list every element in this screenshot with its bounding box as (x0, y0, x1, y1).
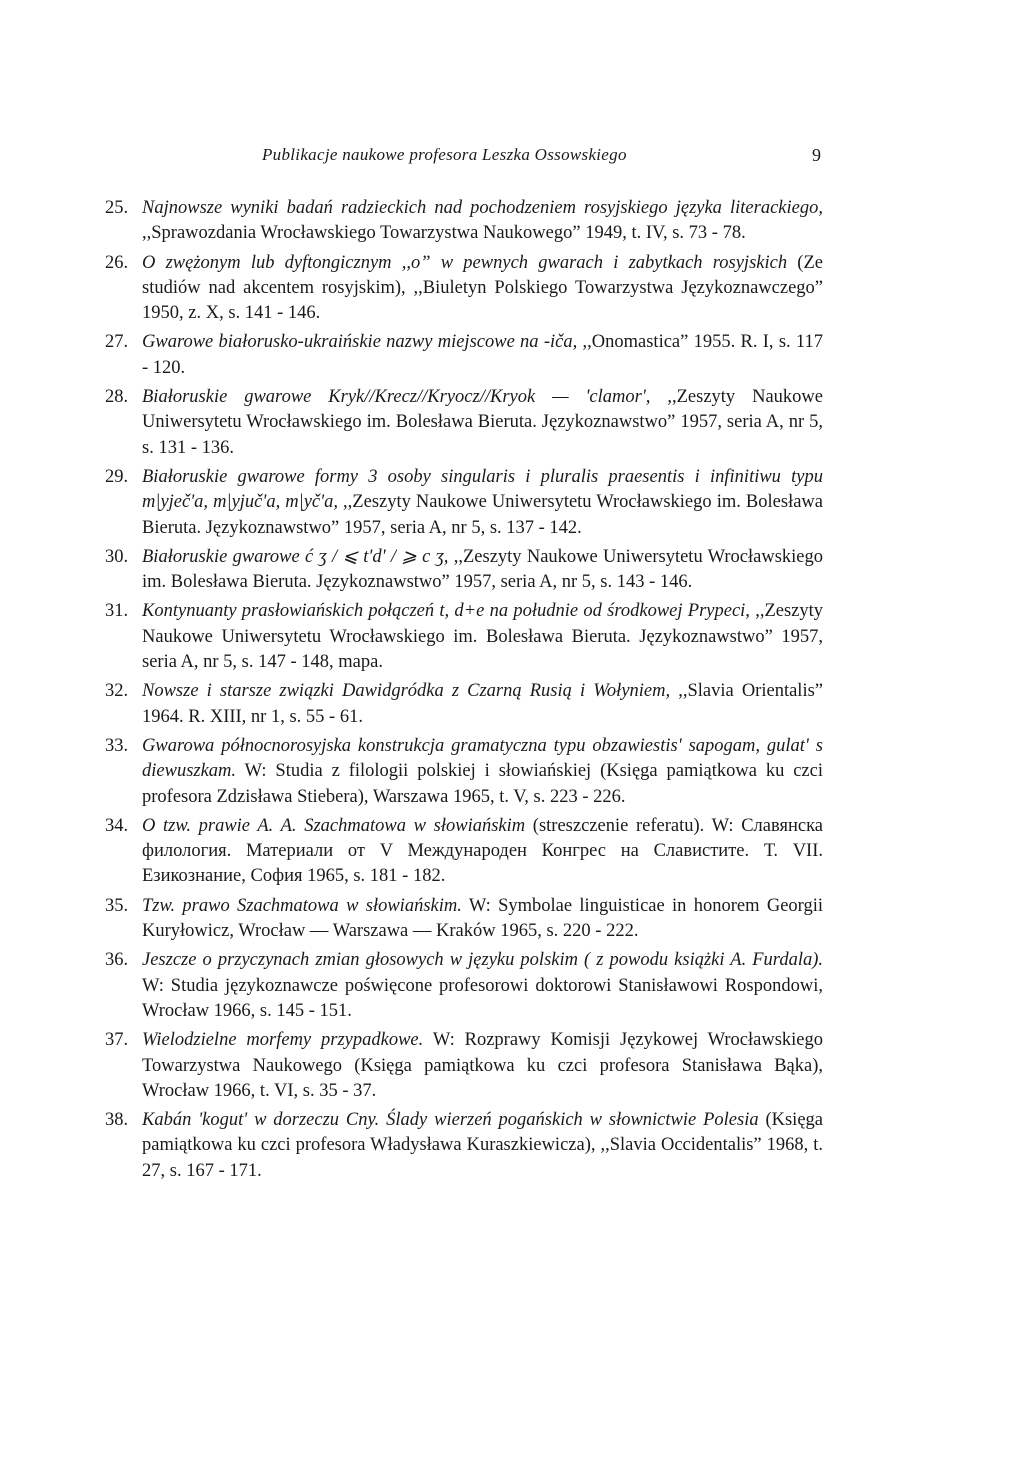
entry-title: Gwarowa północnorosyjska konstrukcja gramatyczna typu obzawiestis' sapogam, gulat' s diewuszkam. (142, 735, 823, 782)
entry-title: O tzw. prawie A. A. Szachmatowa w słowiańskim (142, 815, 526, 836)
entry-title: Białoruskie gwarowe ć ʒ / ⩽ t'd' / ⩾ c ʒ, (142, 546, 449, 567)
entry-number: 25. (105, 198, 129, 218)
bibliography-entry (105, 679, 823, 730)
bibliography-entry (105, 465, 823, 541)
bibliography-entry (105, 545, 823, 596)
entry-citation: ,,Zeszyty Naukowe Uniwersytetu Wrocławskiego im. Bolesława Bieruta. Językoznawstwo” 1957, seria A, nr 5, s. 137 - 142. (142, 492, 823, 538)
entry-title: Wielodzielne morfemy przypadkowe. (142, 1030, 424, 1051)
bibliography-entry (105, 385, 823, 461)
bibliography-entry (105, 330, 823, 381)
entry-title: Białoruskie gwarowe Kryk//Krecz//Kryocz//Kryok — 'clamor', (142, 387, 651, 408)
entry-number: 27. (105, 332, 129, 353)
entry-citation: ,,Zeszyty Naukowe Uniwersytetu Wrocławskiego im. Bolesława Bieruta. Językoznawstwo” 1957, seria A, nr 5, s. 131 - 136. (142, 387, 823, 458)
bibliography-list (105, 196, 823, 1188)
entry-number: 31. (105, 601, 129, 622)
bibliography-entry (105, 196, 823, 247)
entry-citation: ,,Slavia Orientalis” 1964. R. XIII, nr 1, s. 55 - 61. (142, 681, 823, 727)
running-head: Publikacje naukowe profesora Leszka Ossowskiego (262, 145, 627, 164)
entry-number: 30. (105, 546, 129, 567)
entry-citation: ,,Sprawozdania Wrocławskiego Towarzystwa Naukowego” 1949, t. IV, s. 73 - 78. (142, 223, 746, 244)
bibliography-entry (105, 1108, 823, 1184)
bibliography-entry (105, 1028, 823, 1104)
entry-title: Nowsze i starsze związki Dawidgródka z Czarną Rusią i Wołyniem, (142, 681, 671, 702)
entry-title: Najnowsze wyniki badań radzieckich nad pochodzeniem rosyjskiego języka literackiego, (142, 198, 823, 218)
entry-citation: ,,Onomastica” 1955. R. I, s. 117 - 120. (142, 332, 824, 378)
bibliography-entry (105, 599, 823, 675)
bibliography-entry (105, 251, 823, 327)
entry-citation: W: Studia językoznawcze poświęcone profesorowi doktorowi Stanisławowi Rospondowi, Wrocław 1966, s. 145 - 151. (142, 975, 823, 1021)
entry-title: Jeszcze o przyczynach zmian głosowych w języku polskim ( z powodu książki A. Furdala). (142, 950, 823, 971)
page-number: 9 (812, 145, 821, 165)
entry-title: Gwarowe białorusko-ukraińskie nazwy miejscowe na -iča, (142, 332, 578, 353)
entry-number: 33. (105, 735, 129, 756)
entry-title: Kabán 'kogut' w dorzeczu Cny. Ślady wierzeń pogańskich w słownictwie Polesia (142, 1110, 759, 1131)
entry-number: 29. (105, 466, 129, 487)
entry-number: 26. (105, 252, 129, 273)
entry-number: 37. (105, 1030, 129, 1051)
bibliography-entry (105, 814, 823, 890)
entry-number: 28. (105, 387, 129, 408)
entry-title: O zwężonym lub dyftongicznym ,,o” w pewnych gwarach i zabytkach rosyjskich (142, 252, 788, 273)
entry-citation: W: Symbolae linguisticae in honorem Georgii Kuryłowicz, Wrocław — Warszawa — Kraków 1965, s. 220 - 222. (142, 895, 824, 942)
entry-citation: W: Rozprawy Komisji Językowej Wrocławskiego Towarzystwa Naukowego (Księga pamiątkowa ku czci profesora Stanisława Bąka), Wrocław 1966, t. VI, s. 35 - 37. (142, 1030, 824, 1101)
bibliography-entry (105, 948, 823, 1024)
entry-number: 36. (105, 950, 129, 971)
entry-citation: ,,Zeszyty Naukowe Uniwersytetu Wrocławskiego im. Bolesława Bieruta. Językoznawstwo” 1957, seria A, nr 5, s. 147 - 148, mapa. (142, 601, 824, 673)
entry-number: 34. (105, 815, 129, 836)
entry-citation: ,,Zeszyty Naukowe Uniwersytetu Wrocławskiego im. Bolesława Bieruta. Językoznawstwo” 1957, seria A, nr 5, s. 143 - 146. (142, 546, 824, 593)
entry-number: 38. (105, 1110, 129, 1131)
entry-title: Białoruskie gwarowe formy 3 osoby singularis i pluralis praesentis i infinitiwu typu m|yječ'a, m|yjuč'a, m|yč'a, (142, 466, 823, 513)
entry-citation: (Księga pamiątkowa ku czci profesora Władysława Kuraszkiewicza), ,,Slavia Occidentalis” 1968, t. 27, s. 167 - 171. (142, 1110, 823, 1181)
entry-citation: (streszczenie referatu). W: Славянска филология. Материали от V Международен Конгрес на Славистите. Т. VII. Езикознание, София 1965, s. 181 - 182. (142, 815, 824, 887)
bibliography-entry (105, 734, 823, 810)
entry-citation: W: Studia z filologii polskiej i słowiańskiej (Księga pamiątkowa ku czci profesora Zdzisława Stiebera), Warszawa 1965, t. V, s. 223 - 226. (142, 761, 823, 807)
entry-title: Tzw. prawo Szachmatowa w słowiańskim. (142, 895, 462, 916)
entry-number: 35. (105, 895, 129, 916)
entry-title: Kontynuanty prasłowiańskich połączeń t, d+e na południe od środkowej Prypeci, (142, 601, 750, 622)
bibliography-entry (105, 894, 823, 945)
entry-citation: (Ze studiów nad akcentem rosyjskim), ,,Biuletyn Polskiego Towarzystwa Językoznawczego” 1950, z. X, s. 141 - 146. (142, 252, 823, 324)
entry-number: 32. (105, 681, 129, 702)
